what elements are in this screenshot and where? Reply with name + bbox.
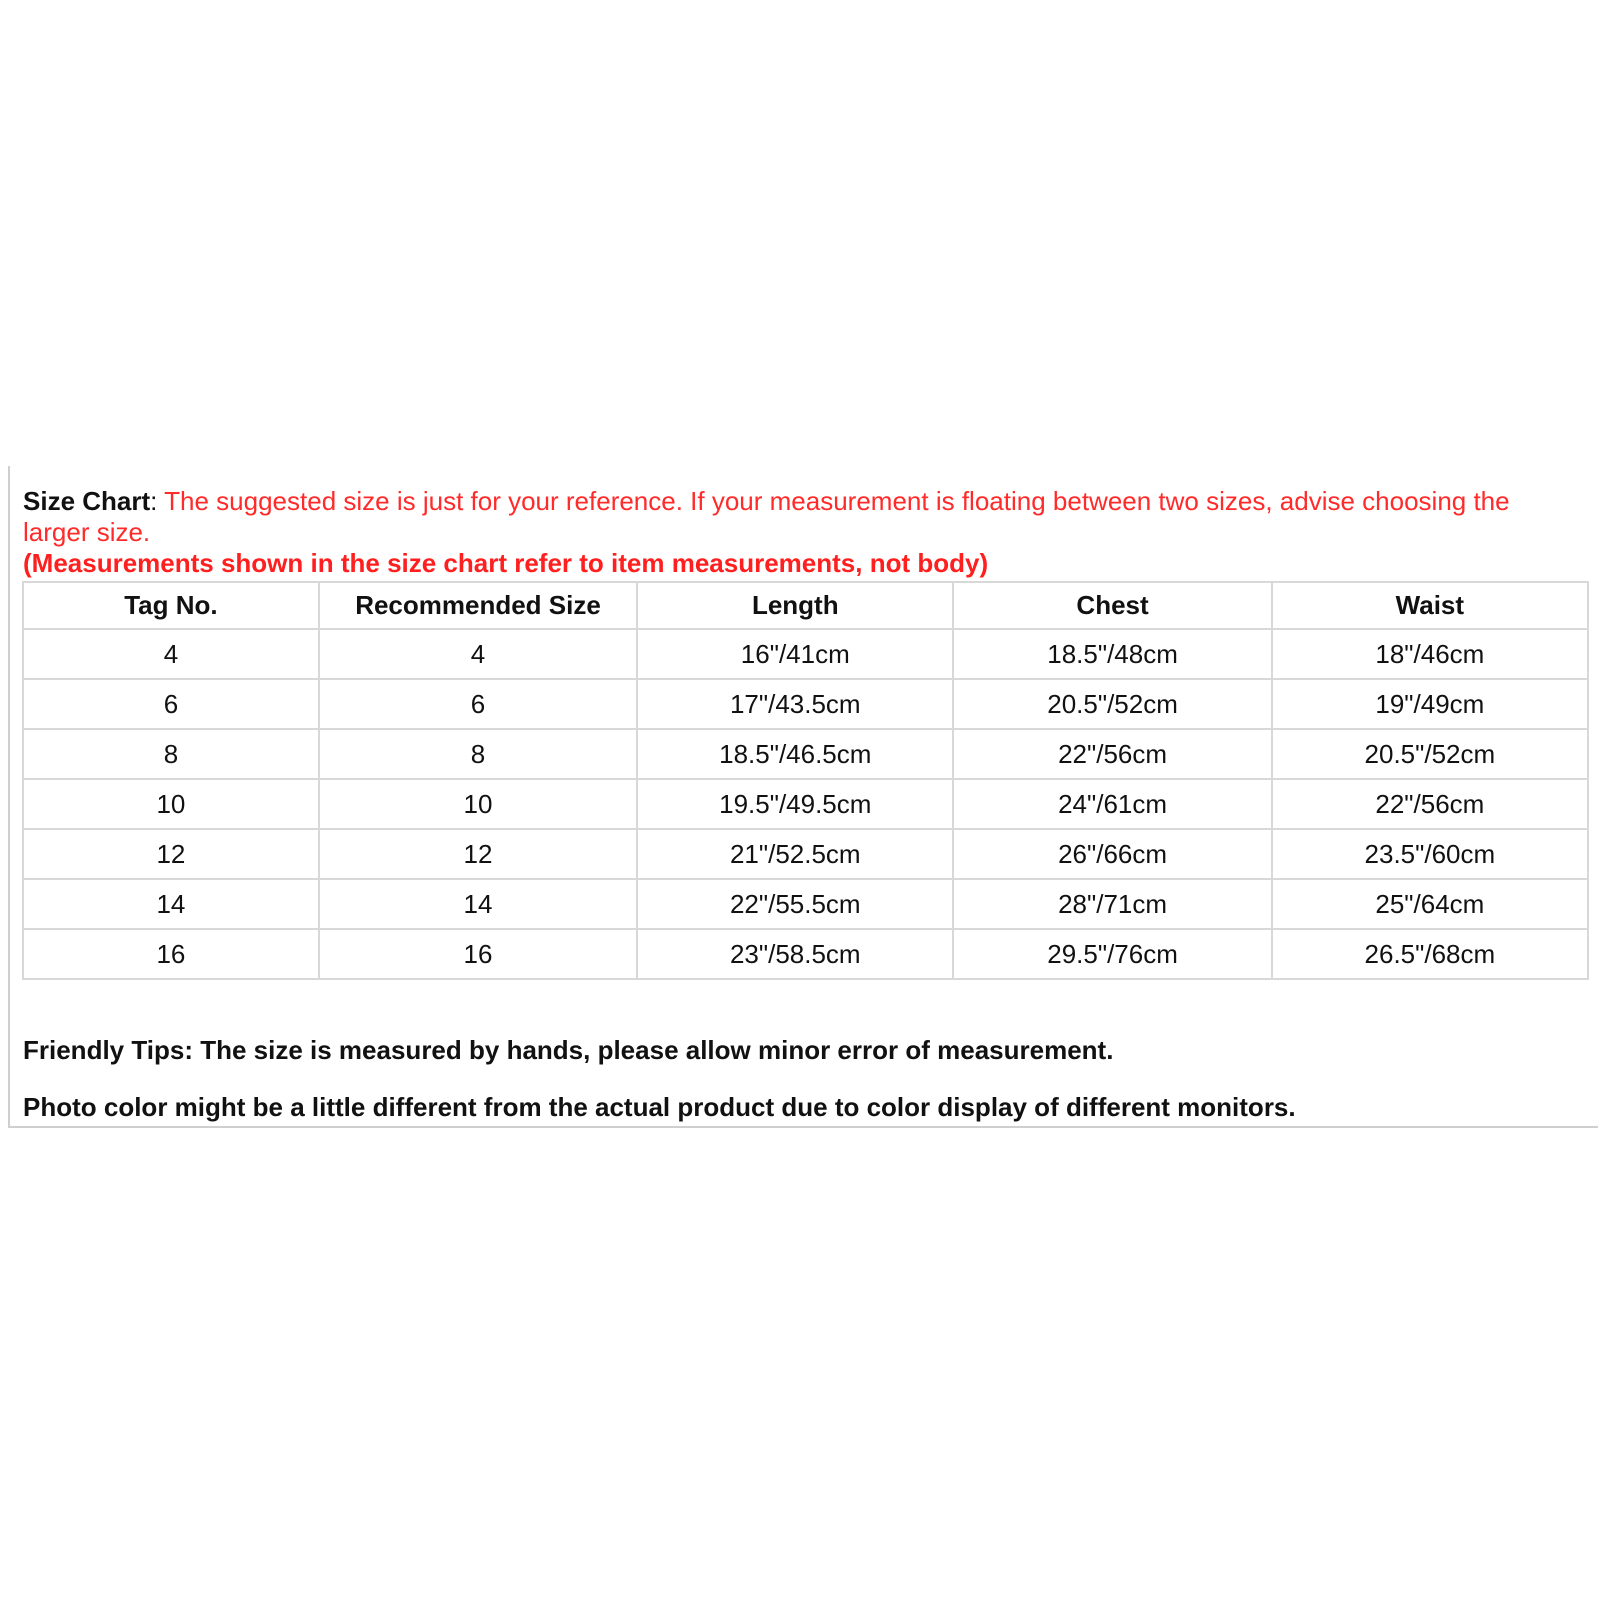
- table-header-row: [23, 582, 1588, 629]
- table-cell: 20.5"/52cm: [953, 679, 1271, 729]
- size-chart-separator: :: [150, 486, 158, 516]
- table-cell: 25"/64cm: [1272, 879, 1588, 929]
- table-cell: 18.5"/46.5cm: [637, 729, 953, 779]
- table-cell: 16"/41cm: [637, 629, 953, 679]
- table-cell: 18.5"/48cm: [953, 629, 1271, 679]
- table-cell: 18"/46cm: [1272, 629, 1588, 679]
- table-cell: 26"/66cm: [953, 829, 1271, 879]
- measurement-note: (Measurements shown in the size chart refer to item measurements, not body): [23, 548, 989, 578]
- header-recommended-size: Recommended Size: [319, 582, 637, 629]
- table-cell: 17"/43.5cm: [637, 679, 953, 729]
- table-cell: 28"/71cm: [953, 879, 1271, 929]
- table-cell: 16: [23, 929, 319, 979]
- table-cell: 14: [319, 879, 637, 929]
- tips-line-measurement: Friendly Tips: The size is measured by hands, please allow minor error of measurement.: [23, 1035, 1114, 1065]
- table-row: [23, 879, 1588, 929]
- table-cell: 8: [319, 729, 637, 779]
- table-cell: 12: [23, 829, 319, 879]
- table-cell: 6: [319, 679, 637, 729]
- table-cell: 4: [23, 629, 319, 679]
- table-cell: 10: [319, 779, 637, 829]
- header-length: Length: [637, 582, 953, 629]
- table-cell: 12: [319, 829, 637, 879]
- table-row: [23, 829, 1588, 879]
- size-table: [22, 581, 1589, 980]
- table-row: [23, 679, 1588, 729]
- table-cell: 23"/58.5cm: [637, 929, 953, 979]
- table-cell: 21"/52.5cm: [637, 829, 953, 879]
- header-chest: Chest: [953, 582, 1271, 629]
- table-cell: 24"/61cm: [953, 779, 1271, 829]
- size-chart-message: The suggested size is just for your reference. If your measurement is floating between two sizes, advise choosing the larger size.: [23, 486, 1510, 547]
- table-cell: 6: [23, 679, 319, 729]
- table-row: [23, 629, 1588, 679]
- size-chart-intro: [23, 486, 1583, 548]
- table-cell: 22"/55.5cm: [637, 879, 953, 929]
- table-cell: 4: [319, 629, 637, 679]
- table-cell: 22"/56cm: [1272, 779, 1588, 829]
- table-cell: 20.5"/52cm: [1272, 729, 1588, 779]
- table-cell: 19.5"/49.5cm: [637, 779, 953, 829]
- table-row: [23, 729, 1588, 779]
- table-cell: 29.5"/76cm: [953, 929, 1271, 979]
- header-tag-no: Tag No.: [23, 582, 319, 629]
- header-waist: Waist: [1272, 582, 1588, 629]
- table-cell: 16: [319, 929, 637, 979]
- size-chart-label: Size Chart: [23, 486, 151, 516]
- friendly-tips: [23, 1034, 1583, 1123]
- table-cell: 8: [23, 729, 319, 779]
- table-cell: 19"/49cm: [1272, 679, 1588, 729]
- table-row: [23, 779, 1588, 829]
- table-cell: 10: [23, 779, 319, 829]
- table-cell: 26.5"/68cm: [1272, 929, 1588, 979]
- table-cell: 22"/56cm: [953, 729, 1271, 779]
- table-row: [23, 929, 1588, 979]
- table-cell: 14: [23, 879, 319, 929]
- table-cell: 23.5"/60cm: [1272, 829, 1588, 879]
- size-chart-panel: [8, 466, 1598, 1128]
- tips-line-color: Photo color might be a little different from the actual product due to color display of different monitors.: [23, 1092, 1296, 1122]
